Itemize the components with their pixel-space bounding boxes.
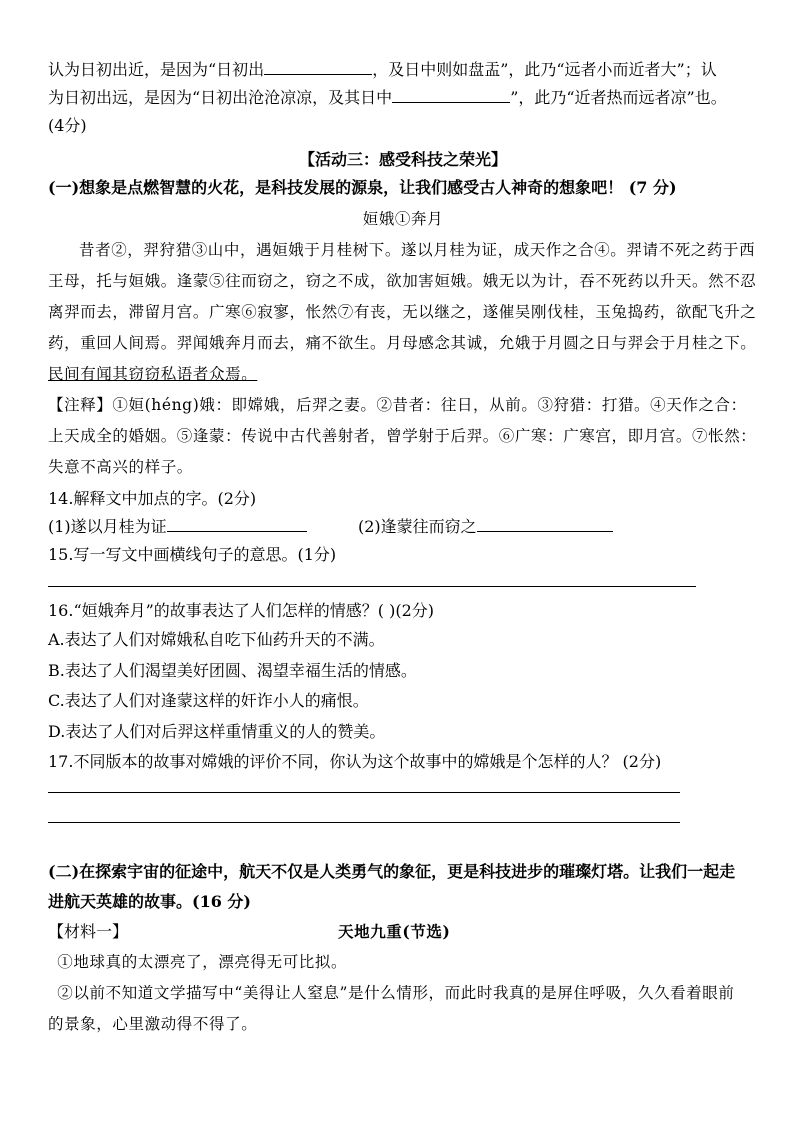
question-15: 15.写一写文中画横线句子的意思。(1分) xyxy=(48,545,337,564)
note-line: 上天成全的婚姻。⑤逢蒙：传说中古代善射者，曾学射于后羿。⑥广寒：广寒宫，即月宫。⑦怅然： xyxy=(48,427,757,445)
passage-line-underlined: 民间有闻其窃窃私语者众焉。 xyxy=(48,365,258,383)
answer-blank[interactable] xyxy=(392,84,510,103)
answer-blank[interactable] xyxy=(167,513,307,532)
question-14: 14.解释文中加点的字。(2分) xyxy=(48,489,257,508)
document-page xyxy=(48,56,758,1040)
material1-para: 的景象，心里激动得不得了。 xyxy=(48,1015,258,1033)
activity-heading: 【活动三：感受科技之荣光】 xyxy=(298,150,507,169)
q14-item-2: (2)逢蒙往而窃之 xyxy=(358,513,613,541)
intro-score: (4分) xyxy=(48,116,87,135)
passage-line: 昔者②，羿狩猎③山中，遇姮娥于月桂树下。遂以月桂为证，成天作之合④。羿请不死之药于西 xyxy=(79,241,756,259)
option-c[interactable]: C.表达了人们对逢蒙这样的奸诈小人的痛恨。 xyxy=(48,691,369,710)
material1-title: 天地九重(节选) xyxy=(338,922,451,941)
passage-line: 王母，托与姮娥。逢蒙⑤往而窃之，窃之不成，欲加害姮娥。娥无以为计，吞不死药以升天。然不忍 xyxy=(48,272,757,290)
option-a[interactable]: A.表达了人们对嫦娥私自吃下仙药升天的不满。 xyxy=(48,630,385,649)
note-line: 失意不高兴的样子。 xyxy=(48,458,193,476)
question-16: 16.“姮娥奔月”的故事表达了人们怎样的情感？( )(2分) xyxy=(48,601,435,620)
section1-title: (一)想象是点燃智慧的火花，是科技发展的源泉，让我们感受古人神奇的想象吧！ (7 分) xyxy=(48,178,677,197)
answer-blank[interactable] xyxy=(477,513,613,532)
passage-line: 离羿而去，滞留月宫。广寒⑥寂寥，怅然⑦有丧，无以继之，遂催吴刚伐桂，玉兔捣药，欲配飞升之 xyxy=(48,303,757,321)
annotation-notes xyxy=(48,390,758,483)
passage-line: 药，重回人间焉。羿闻娥奔月而去，痛不欲生。月母感念其诚，允娥于月圆之日与羿会于月桂之下。 xyxy=(48,334,757,352)
material1-para: ①地球真的太漂亮了，漂亮得无可比拟。 xyxy=(57,953,348,971)
classical-passage xyxy=(48,235,758,390)
answer-blank[interactable] xyxy=(264,56,372,75)
material1-header xyxy=(48,917,758,947)
material1-label: 【材料一】 xyxy=(48,922,129,941)
section2-title-line-2: 进航天英雄的故事。(16 分) xyxy=(48,892,251,911)
intro-line-2: 为日初出远，是因为“日初出沧沧凉凉，及其日中 ”，此乃“近者热而远者凉”也。 xyxy=(48,84,758,112)
section2-title-line-1: (二)在探索宇宙的征途中，航天不仅是人类勇气的象征，更是科技进步的璀璨灯塔。让我们一起走 xyxy=(48,862,736,881)
passage-title: 姮娥①奔月 xyxy=(362,210,444,228)
question-14-items xyxy=(48,513,758,541)
option-b[interactable]: B.表达了人们渴望美好团圆、渴望幸福生活的情感。 xyxy=(48,660,417,680)
q14-item-1: (1)遂以月桂为证 xyxy=(48,513,358,541)
option-d[interactable]: D.表达了人们对后羿这样重情重义的人的赞美。 xyxy=(48,721,386,741)
material1-para: ②以前不知道文学描写中“美得让人窒息”是什么情形，而此时我真的是屏住呼吸，久久看着眼前 xyxy=(57,984,735,1002)
question-17: 17.不同版本的故事对嫦娥的评价不同，你认为这个故事中的嫦娥是个怎样的人？ (2分) xyxy=(48,752,662,771)
note-line: 【注释】①姮(héng)娥：即嫦娥，后羿之妻。②昔者：往日，从前。③狩猎：打猎。④天作之合： xyxy=(48,396,747,414)
intro-line-1: 认为日初出近，是因为“日初出 ，及日中则如盘盂”，此乃“远者小而近者大”；认 xyxy=(48,56,758,84)
